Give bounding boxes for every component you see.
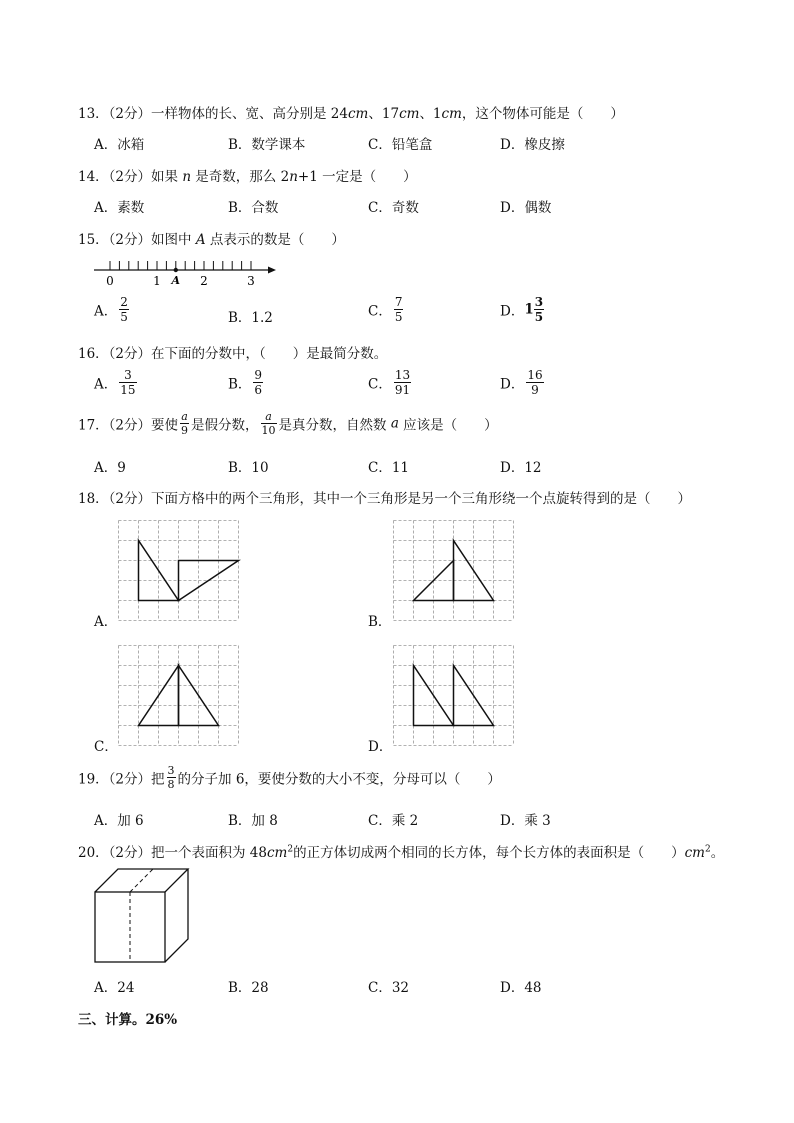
q15-option-d[interactable]: D．1 $\frac{3}{5}$ bbox=[500, 295, 544, 324]
q15-option-b[interactable]: B．1.2 bbox=[228, 310, 273, 326]
q14-option-c[interactable]: C．奇数 bbox=[368, 200, 419, 216]
q13-stem: 13．（2分）一样物体的长、宽、高分别是 24cm、17cm、1cm，这个物体可能是（ ） bbox=[78, 106, 624, 122]
q18-option-c-label[interactable]: C． bbox=[94, 739, 118, 755]
q19-stem: 19．（2分）把 $\frac{3}{8}$ 的分子加 6，要使分数的大小不变，分母可以（ ） bbox=[78, 764, 501, 791]
q13-option-a[interactable]: A．冰箱 bbox=[94, 137, 145, 153]
tick-label-2: 2 bbox=[200, 274, 208, 288]
q18-stem: 18．（2分）下面方格中的两个三角形，其中一个三角形是另一个三角形绕一个点旋转得到的是（ ） bbox=[78, 491, 692, 507]
q13-option-d[interactable]: D．橡皮擦 bbox=[500, 137, 565, 153]
point-a bbox=[174, 268, 178, 272]
q16-option-b[interactable]: B． $\frac{9}{6}$ bbox=[228, 368, 263, 397]
q18-grid-a[interactable] bbox=[118, 520, 239, 621]
q20-option-d[interactable]: D．48 bbox=[500, 980, 542, 996]
q15-option-c[interactable]: C． $\frac{7}{5}$ bbox=[368, 295, 403, 324]
cut-line bbox=[130, 869, 153, 962]
cube-diagram bbox=[94, 868, 192, 964]
cube-side-face bbox=[165, 869, 188, 962]
tick-label-1: 1 bbox=[153, 274, 161, 288]
q19-option-d[interactable]: D．乘 3 bbox=[500, 813, 551, 829]
q20-option-a[interactable]: A．24 bbox=[94, 980, 135, 996]
q14-option-d[interactable]: D．偶数 bbox=[500, 200, 552, 216]
q17-option-b[interactable]: B．10 bbox=[228, 460, 269, 476]
q14-option-a[interactable]: A．素数 bbox=[94, 200, 145, 216]
q17-option-a[interactable]: A．9 bbox=[94, 460, 126, 476]
q20-stem: 20．（2分）把一个表面积为 $48cm^2$的正方体切成两个相同的长方体，每个长方体的表面积是（ ）$cm^2$。 bbox=[78, 844, 725, 861]
q13-option-b[interactable]: B．数学课本 bbox=[228, 137, 306, 153]
tick-label-3: 3 bbox=[247, 274, 255, 288]
q20-option-c[interactable]: C．32 bbox=[368, 980, 410, 996]
q18-grid-b[interactable] bbox=[393, 520, 514, 621]
q16-stem: 16．（2分）在下面的分数中，（ ）是最简分数。 bbox=[78, 346, 388, 362]
number-line bbox=[94, 254, 284, 288]
q16-option-c[interactable]: C． $\frac{13}{91}$ bbox=[368, 368, 411, 397]
q14-stem: 14．（2分）如果 n 是奇数，那么 2n+1 一定是（ ） bbox=[78, 169, 417, 185]
number-line-ticks bbox=[110, 261, 251, 270]
q14-option-b[interactable]: B．合数 bbox=[228, 200, 279, 216]
q18-grid-c[interactable] bbox=[118, 645, 239, 746]
q18-option-b-label[interactable]: B． bbox=[368, 614, 392, 630]
q13-option-c[interactable]: C．铅笔盒 bbox=[368, 137, 433, 153]
q16-option-d[interactable]: D． $\frac{16}{9}$ bbox=[500, 368, 543, 397]
tick-label-0: 0 bbox=[106, 274, 114, 288]
arrow-icon bbox=[268, 267, 276, 274]
q19-option-a[interactable]: A．加 6 bbox=[94, 813, 144, 829]
q15-stem: 15．（2分）如图中 A 点表示的数是（ ） bbox=[78, 232, 345, 248]
q17-stem: 17．（2分）要使 $\frac{a}{9}$ 是假分数， $\frac{a}{10}$ 是真分数，自然数 a 应该是（ ） bbox=[78, 410, 498, 437]
q18-grid-d[interactable] bbox=[393, 645, 514, 746]
q18-option-d-label[interactable]: D． bbox=[368, 739, 393, 755]
q15-option-a[interactable]: A． $\frac{2}{5}$ bbox=[94, 295, 128, 324]
q16-option-a[interactable]: A． $\frac{3}{15}$ bbox=[94, 368, 136, 397]
q18-option-a-label[interactable]: A． bbox=[94, 614, 118, 630]
q20-option-b[interactable]: B．28 bbox=[228, 980, 269, 996]
q17-option-c[interactable]: C．11 bbox=[368, 460, 410, 476]
point-a-label: A bbox=[171, 274, 181, 287]
section-3-heading: 三、计算。26% bbox=[78, 1012, 178, 1028]
q19-option-c[interactable]: C．乘 2 bbox=[368, 813, 419, 829]
q19-option-b[interactable]: B．加 8 bbox=[228, 813, 278, 829]
q17-option-d[interactable]: D．12 bbox=[500, 460, 542, 476]
